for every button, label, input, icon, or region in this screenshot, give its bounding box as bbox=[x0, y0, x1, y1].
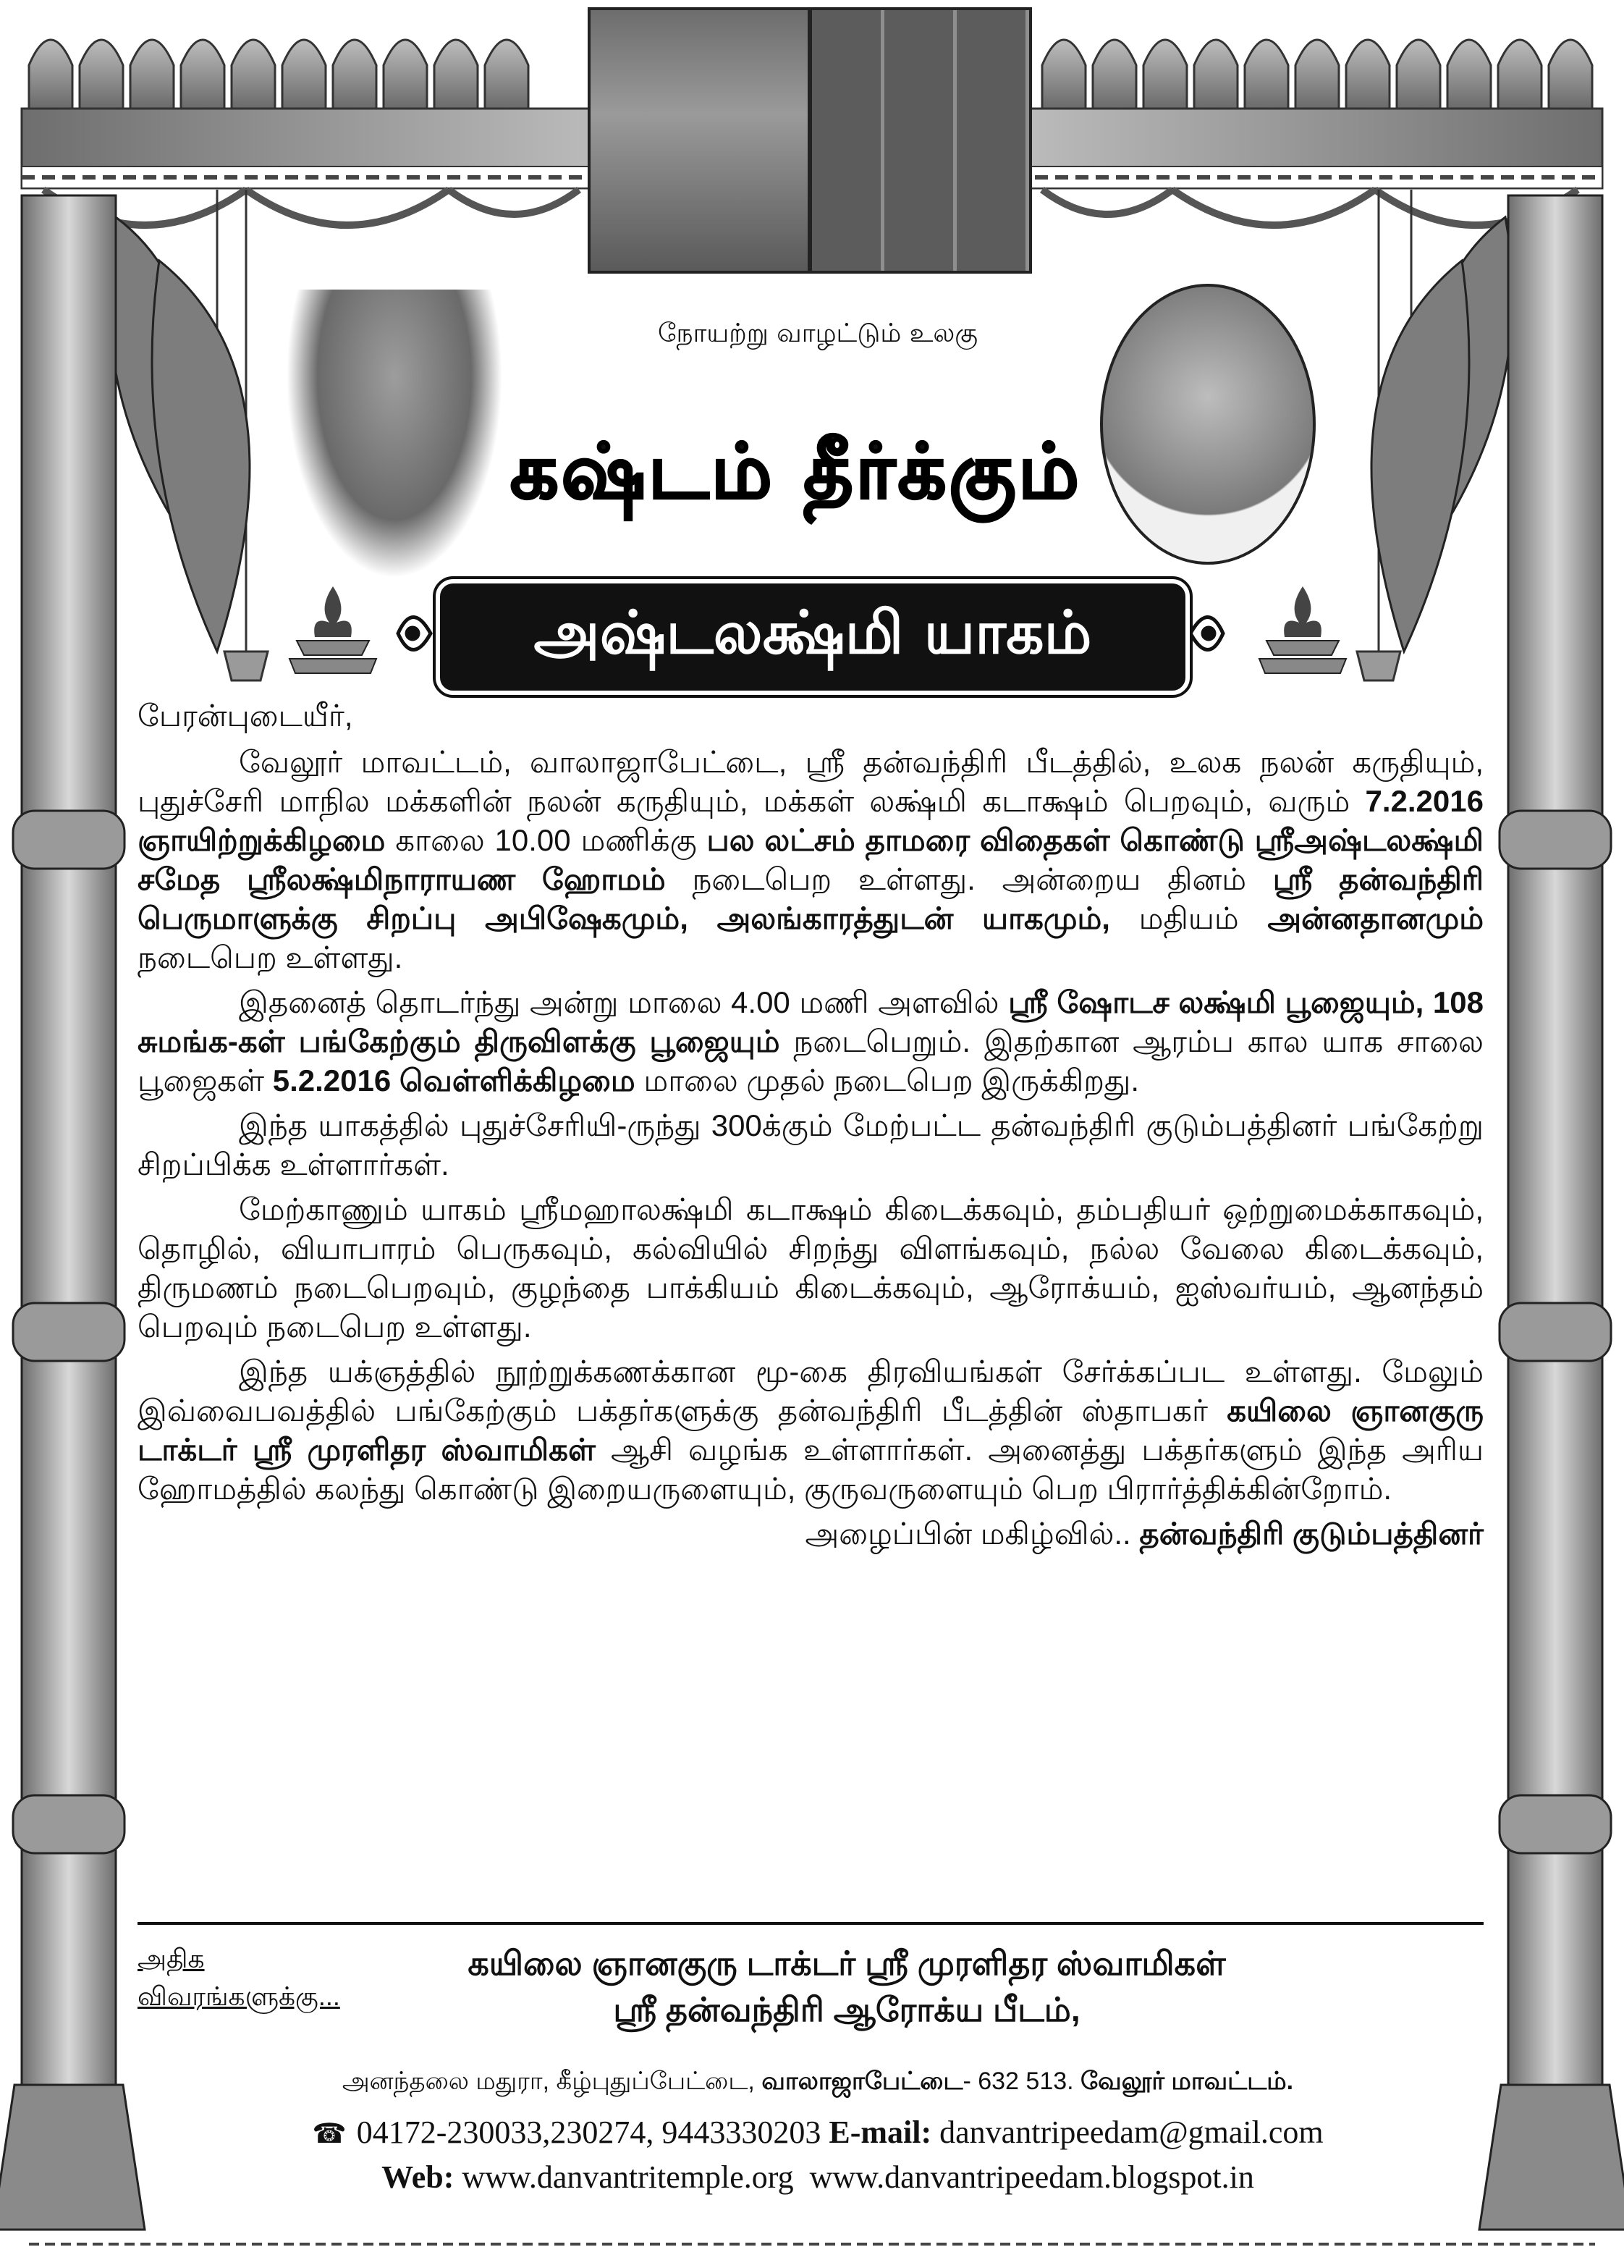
abishekam-text: ஸ்ரீ தன்வந்திரி பெருமாளுக்கு சிறப்பு அபிஷேகமும், அலங்காரத்துடன் யாகமும், bbox=[138, 862, 1484, 935]
deity-photo-ashtalakshmi bbox=[809, 7, 1032, 274]
postal-address bbox=[174, 2067, 1462, 2099]
web-line bbox=[174, 2159, 1462, 2196]
p2-text-c: மாலை முதல் நடைபெற இருக்கிறது. bbox=[635, 1063, 1139, 1097]
phone-numbers: 04172-230033,230274, 9443330203 bbox=[356, 2115, 829, 2150]
invitation-signoff bbox=[138, 1514, 1484, 1554]
yaga-start-date: 5.2.2016 வெள்ளிக்கிழமை bbox=[272, 1063, 635, 1097]
paragraph-2 bbox=[138, 983, 1484, 1100]
p2-text-a: இதனைத் தொடர்ந்து அன்று மாலை 4.00 மணி அளவில் bbox=[239, 985, 1009, 1019]
homa-fire-icon bbox=[282, 579, 384, 680]
address-district: வேலூர் மாவட்டம். bbox=[1080, 2067, 1294, 2095]
p2-text-b: நடைபெறும். இதற்கான ஆரம்ப கால யாக சாலை பூஜைகள் bbox=[138, 1024, 1484, 1097]
footer-divider bbox=[138, 1922, 1484, 1925]
title-ashtalakshmi-yagam-text: அஷ்டலக்ஷ்மி யாகம் bbox=[533, 599, 1092, 667]
website-links[interactable]: www.danvantritemple.org www.danvantripeedam.blogspot.in bbox=[454, 2159, 1254, 2195]
more-details-label bbox=[138, 1940, 340, 2015]
p1-text-a: வேலூர் மாவட்டம், வாலாஜாபேட்டை, ஸ்ரீ தன்வந்திரி பீடத்தில், உலக நலன் கருதியும், புதுச்சேரி மாநில மக்களின் நலன் கருதியும், மக்கள் லக்ஷ்மி கடாக்ஷம் பெறவும், வரும் bbox=[138, 745, 1484, 818]
more-details-line-2: விவரங்களுக்கு... bbox=[138, 1981, 340, 2011]
invitation-letter bbox=[138, 696, 1484, 1559]
peedam-name: ஸ்ரீ தன்வந்திரி ஆரோக்ய பீடம், bbox=[613, 1991, 1080, 2028]
contact-line bbox=[174, 2114, 1462, 2151]
more-details-line-1: அதிக bbox=[138, 1944, 205, 1973]
tagline: நோயற்று வாழட்டும் உலகு bbox=[657, 319, 978, 348]
paragraph-3: இந்த யாகத்தில் புதுச்சேரியி-ருந்து 300க்கும் மேற்பட்ட தன்வந்திரி குடும்பத்தினர் பங்கேற்று சிறப்பிக்க உள்ளார்கள். bbox=[138, 1108, 1484, 1181]
pooja-names: ஸ்ரீ ஷோடச லக்ஷ்மி பூஜையும், 108 சுமங்க-கள் பங்கேற்கும் திருவிளக்கு பூஜையும் bbox=[138, 985, 1484, 1058]
paragraph-4: மேற்காணும் யாகம் ஸ்ரீமஹாலக்ஷ்மி கடாக்ஷம் கிடைக்கவும், தம்பதியர் ஒற்றுமைக்காகவும், தொழில், வியாபாரம் பெருகவும், கல்வியில் சிறந்து விளங்கவும், நல்ல வேலை கிடைக்கவும், திருமணம் நடைபெறவும், குழந்தை பாக்கியம் கிடைக்கவும், ஆரோக்யம், ஐஸ்வர்யம், ஆனந்தம் பெறவும் நடைபெற உள்ளது. bbox=[138, 1192, 1484, 1344]
annadhanam-text: அன்னதானமும் bbox=[1267, 901, 1484, 935]
p1-text-c: நடைபெற உள்ளது. அன்றைய தினம் bbox=[665, 862, 1273, 896]
swamigal-title: கயிலை ஞானகுரு டாக்டர் ஸ்ரீ முரளிதர ஸ்வாமிகள் bbox=[468, 1944, 1226, 1982]
phone-icon: ☎ bbox=[312, 2117, 347, 2149]
p1-text-b: காலை 10.00 மணிக்கு bbox=[385, 823, 707, 857]
p1-text-e: நடைபெற உள்ளது. bbox=[138, 940, 403, 974]
p1-text-d: மதியம் bbox=[1109, 901, 1268, 935]
web-label: Web: bbox=[381, 2159, 454, 2195]
title-banner bbox=[391, 572, 1230, 695]
deity-idol-image bbox=[286, 290, 503, 579]
homa-fire-icon bbox=[1252, 579, 1353, 680]
paragraph-1 bbox=[138, 743, 1484, 977]
signoff-text: அழைப்பின் மகிழ்வில்.. bbox=[805, 1517, 1140, 1551]
email-link[interactable]: danvantripeedam@gmail.com bbox=[931, 2115, 1324, 2150]
p5-text-a: இந்த யக்ஞத்தில் நூற்றுக்கணக்கான மூ-கை திரவியங்கள் சேர்க்கப்பட உள்ளது. மேலும் இவ்வைபவத்தில் பங்கேற்கும் பக்தர்களுக்கு தன்வந்திரி பீடத்தின் ஸ்தாபகர் bbox=[138, 1354, 1484, 1428]
address-pin: - 632 513. bbox=[963, 2067, 1081, 2095]
contact-organisation bbox=[318, 1940, 1375, 2033]
title-kashtam-theerkkum: கஷ்டம் தீர்க்கும் bbox=[510, 427, 1082, 515]
event-date: 7.2.2016 ஞாயிற்றுக்கிழமை bbox=[138, 784, 1484, 857]
guru-portrait bbox=[1100, 284, 1316, 565]
salutation: பேரன்புடையீர், bbox=[138, 699, 353, 733]
paragraph-5 bbox=[138, 1352, 1484, 1509]
address-town: வாலாஜாபேட்டை bbox=[761, 2067, 963, 2095]
title-ashtalakshmi-yagam bbox=[436, 579, 1190, 695]
p5-text-b: ஆசி வழங்க உள்ளார்கள். அனைத்து பக்தர்களும் இந்த அரிய ஹோமத்தில் கலந்து கொண்டு இறையருளையும், குருவருளையும் பெற பிரார்த்திக்கின்றோம். bbox=[138, 1433, 1484, 1506]
email-label: E-mail: bbox=[829, 2115, 932, 2150]
homam-name: பல லட்சம் தாமரை விதைகள் கொண்டு ஸ்ரீஅஷ்டலக்ஷ்மி சமேத ஸ்ரீலக்ஷ்மிநாராயண ஹோமம் bbox=[138, 823, 1484, 896]
deity-photo-perumal bbox=[588, 7, 811, 274]
signoff-family: தன்வந்திரி குடும்பத்தினர் bbox=[1139, 1517, 1484, 1551]
swamigal-name: கயிலை ஞானகுரு டாக்டர் ஸ்ரீ முரளிதர ஸ்வாமிகள் bbox=[138, 1394, 1484, 1467]
address-text: அனந்தலை மதுரா, கீழ்புதுப்பேட்டை, bbox=[342, 2067, 762, 2095]
